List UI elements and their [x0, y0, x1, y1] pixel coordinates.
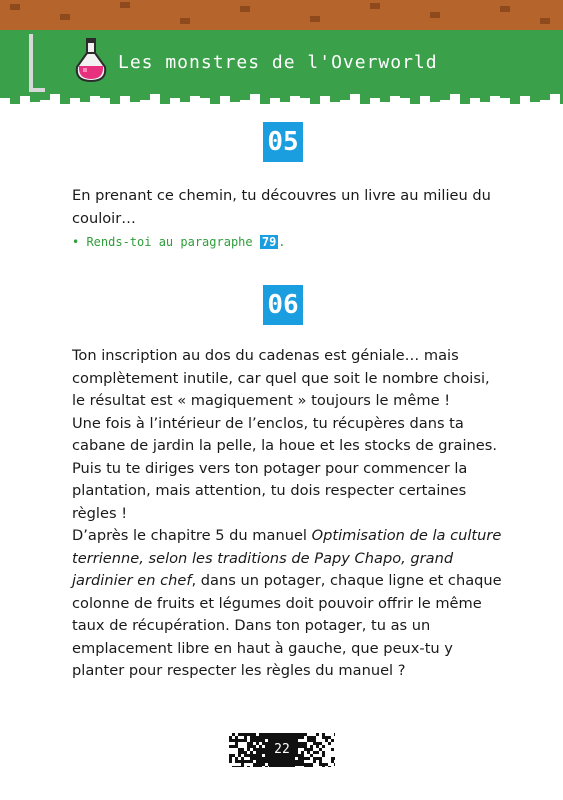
pixel-dot — [235, 757, 238, 760]
pixel-dot — [256, 751, 259, 754]
book-title: Optimisation de la culture terrienne, selon les traditions de Papy Chapo, grand jardinier en chef — [72, 527, 502, 589]
grass-pixel — [490, 92, 500, 96]
pixel-dot — [238, 733, 241, 736]
potion-icon — [74, 37, 108, 83]
pixel-dot — [316, 751, 319, 754]
grass-pixel — [380, 92, 390, 102]
pixel-dot — [307, 751, 310, 754]
grass-pixel — [80, 92, 90, 102]
pixel-dot — [304, 733, 307, 736]
pixel-dot — [328, 742, 331, 745]
grass-pixel — [450, 92, 460, 94]
pixel-dot — [259, 733, 262, 736]
pixel-dot — [229, 745, 232, 748]
grass-pixel — [370, 92, 380, 98]
pixel-dot — [301, 733, 304, 736]
grass-pixel — [520, 92, 530, 96]
pixel-dot — [256, 766, 259, 767]
pixel-dot — [328, 766, 331, 767]
grass-pixel — [210, 92, 220, 104]
pixel-dot — [232, 766, 235, 767]
pixel-dot — [229, 739, 232, 742]
pixel-dot — [253, 757, 256, 760]
pixel-dot — [247, 733, 250, 736]
paragraph-text: , dans un potager, chaque ligne et chaque colonne de fruits et légumes doit pouvoir offrir le même taux de récupération. Dans ton potager, tu as un emplacement libre en haut à gauche, que peux-tu y planter pour respecter les règles du manuel ? — [72, 572, 502, 679]
pixel-dot — [265, 736, 268, 739]
pixel-dot — [241, 766, 244, 767]
pixel-dot — [265, 745, 268, 748]
grass-pixel — [200, 92, 210, 98]
grass-pixel — [480, 92, 490, 102]
pixel-dot — [307, 748, 310, 751]
section-06-paragraph-3 — [72, 525, 502, 683]
pixel-dot — [238, 751, 241, 754]
pixel-dot — [295, 739, 298, 742]
pixel-dot — [253, 745, 256, 748]
grass-pixel — [470, 92, 480, 98]
pixel-dot — [250, 733, 253, 736]
pixel-dot — [253, 754, 256, 757]
grass-pixel — [30, 92, 40, 102]
pixel-dot — [256, 748, 259, 751]
pixel-dot — [259, 745, 262, 748]
grass-pixel — [500, 92, 510, 98]
pixel-dot — [331, 760, 334, 763]
grass-pixel — [0, 92, 10, 98]
pixel-dot — [262, 736, 265, 739]
pixel-dot — [229, 736, 232, 739]
pixel-dot — [259, 757, 262, 760]
grass-pixel — [430, 92, 440, 102]
pixel-dot — [334, 763, 335, 766]
pixel-dot — [313, 757, 316, 760]
grass-pixel — [510, 92, 520, 104]
pixel-dot — [235, 736, 238, 739]
pixel-dot — [322, 733, 325, 736]
pixel-decoration-left — [229, 733, 269, 767]
grass-pixel — [170, 92, 180, 98]
grass-pixel — [10, 92, 20, 104]
grass-pixel — [120, 92, 130, 96]
goto-suffix: . — [278, 235, 286, 249]
grass-pixel — [340, 92, 350, 100]
pixel-dot — [232, 745, 235, 748]
grass-pixel — [50, 92, 60, 94]
pixel-dot — [247, 766, 250, 767]
bookmark-icon — [29, 34, 45, 92]
section-05-paragraph: En prenant ce chemin, tu découvres un livre au milieu du couloir… — [72, 187, 491, 227]
pixel-dot — [259, 739, 262, 742]
page-number: 22 — [269, 733, 295, 767]
pixel-dot — [250, 736, 253, 739]
pixel-dot — [241, 760, 244, 763]
pixel-dot — [253, 763, 256, 766]
pixel-dot — [301, 763, 304, 766]
pixel-dot — [238, 760, 241, 763]
pixel-dot — [241, 739, 244, 742]
section-06-paragraph-1: Ton inscription au dos du cadenas est géniale… mais complètement inutile, car quel que soit le nombre choisi, le résultat est « magiquement » toujours le même ! — [72, 347, 490, 409]
grass-pixel — [250, 92, 260, 94]
pixel-dot — [298, 745, 301, 748]
pixel-dot — [265, 751, 268, 754]
pixel-dot — [253, 739, 256, 742]
pixel-dot — [298, 736, 301, 739]
pixel-dot — [256, 763, 259, 766]
pixel-dot — [250, 742, 253, 745]
pixel-dot — [334, 733, 335, 736]
pixel-dot — [235, 742, 238, 745]
pixel-dot — [322, 766, 325, 767]
grass-pixel-edge — [0, 92, 563, 106]
page-footer — [229, 733, 335, 767]
pixel-dot — [232, 754, 235, 757]
pixel-dot — [253, 766, 256, 767]
pixel-dot — [298, 763, 301, 766]
header-dirt-band — [0, 0, 563, 30]
pixel-dot — [322, 736, 325, 739]
grass-pixel — [270, 92, 280, 98]
pixel-dot — [307, 757, 310, 760]
pixel-dot — [319, 763, 322, 766]
pixel-dot — [235, 745, 238, 748]
grass-pixel — [60, 92, 70, 104]
grass-pixel — [290, 92, 300, 96]
grass-pixel — [390, 92, 400, 96]
grass-pixel — [240, 92, 250, 100]
goto-label: • Rends-toi au paragraphe — [72, 235, 260, 249]
pixel-dot — [259, 736, 262, 739]
pixel-dot — [298, 760, 301, 763]
pixel-dot — [331, 757, 334, 760]
grass-pixel — [320, 92, 330, 96]
pixel-dot — [262, 739, 265, 742]
pixel-dot — [319, 757, 322, 760]
grass-pixel — [230, 92, 240, 102]
pixel-dot — [319, 748, 322, 751]
pixel-dot — [304, 763, 307, 766]
pixel-dot — [250, 751, 253, 754]
pixel-dot — [262, 763, 265, 766]
pixel-dot — [310, 748, 313, 751]
pixel-dot — [310, 754, 313, 757]
pixel-dot — [325, 739, 328, 742]
pixel-dot — [298, 733, 301, 736]
grass-pixel — [260, 92, 270, 104]
pixel-dot — [313, 760, 316, 763]
grass-pixel — [180, 92, 190, 102]
pixel-dot — [262, 757, 265, 760]
paragraph-text: D’après le chapitre 5 du manuel — [72, 527, 312, 544]
pixel-dot — [310, 739, 313, 742]
grass-pixel — [150, 92, 160, 94]
pixel-dot — [313, 742, 316, 745]
pixel-dot — [265, 754, 268, 757]
grass-pixel — [20, 92, 30, 96]
grass-pixel — [310, 92, 320, 104]
pixel-dot — [325, 763, 328, 766]
grass-pixel — [280, 92, 290, 102]
section-05-text — [72, 185, 502, 230]
pixel-dot — [250, 745, 253, 748]
grass-pixel — [540, 92, 550, 100]
pixel-dot — [295, 742, 298, 745]
pixel-dot — [265, 748, 268, 751]
pixel-dot — [328, 736, 331, 739]
pixel-dot — [244, 754, 247, 757]
grass-pixel — [400, 92, 410, 98]
pixel-dot — [298, 754, 301, 757]
grass-pixel — [190, 92, 200, 96]
pixel-dot — [307, 739, 310, 742]
grass-pixel — [220, 92, 230, 96]
pixel-dot — [304, 748, 307, 751]
pixel-dot — [307, 763, 310, 766]
pixel-dot — [241, 757, 244, 760]
grass-pixel — [100, 92, 110, 98]
pixel-dot — [334, 757, 335, 760]
pixel-dot — [295, 736, 298, 739]
pixel-dot — [295, 760, 298, 763]
pixel-dot — [301, 757, 304, 760]
goto-instruction — [72, 235, 286, 249]
pixel-dot — [265, 766, 268, 767]
pixel-dot — [259, 766, 262, 767]
section-06-text — [72, 345, 502, 683]
pixel-dot — [256, 757, 259, 760]
pixel-dot — [298, 742, 301, 745]
pixel-dot — [313, 739, 316, 742]
pixel-dot — [244, 733, 247, 736]
pixel-dot — [256, 754, 259, 757]
grass-pixel — [420, 92, 430, 96]
grass-pixel — [350, 92, 360, 94]
pixel-dot — [256, 736, 259, 739]
pixel-dot — [301, 745, 304, 748]
pixel-dot — [265, 760, 268, 763]
pixel-dot — [316, 742, 319, 745]
pixel-dot — [241, 751, 244, 754]
page-title: Les monstres de l'Overworld — [118, 52, 438, 73]
pixel-dot — [232, 739, 235, 742]
goto-paragraph-ref[interactable]: 79 — [261, 235, 277, 249]
pixel-dot — [244, 760, 247, 763]
pixel-decoration-right — [295, 733, 335, 767]
section-06-paragraph-2: Une fois à l’intérieur de l’enclos, tu récupères dans ta cabane de jardin la pelle, la houe et les stocks de graines. Puis tu te diriges vers ton potager pour commencer la plantation, mais attention, tu dois respecter certaines règles ! — [72, 414, 497, 522]
pixel-dot — [256, 760, 259, 763]
pixel-dot — [265, 757, 268, 760]
grass-pixel — [530, 92, 540, 102]
pixel-dot — [247, 760, 250, 763]
grass-pixel — [110, 92, 120, 104]
pixel-dot — [229, 754, 232, 757]
pixel-dot — [250, 757, 253, 760]
pixel-dot — [238, 739, 241, 742]
pixel-dot — [253, 748, 256, 751]
grass-pixel — [460, 92, 470, 104]
pixel-dot — [247, 742, 250, 745]
pixel-dot — [316, 733, 319, 736]
pixel-dot — [250, 760, 253, 763]
pixel-dot — [295, 748, 298, 751]
grass-pixel — [40, 92, 50, 100]
pixel-dot — [322, 745, 325, 748]
pixel-dot — [235, 766, 238, 767]
pixel-dot — [259, 748, 262, 751]
pixel-dot — [241, 763, 244, 766]
pixel-dot — [310, 763, 313, 766]
pixel-dot — [295, 745, 298, 748]
pixel-dot — [304, 745, 307, 748]
pixel-dot — [310, 766, 313, 767]
pixel-dot — [304, 742, 307, 745]
grass-pixel — [330, 92, 340, 102]
pixel-dot — [265, 733, 268, 736]
pixel-dot — [322, 751, 325, 754]
grass-pixel — [440, 92, 450, 100]
pixel-dot — [262, 751, 265, 754]
pixel-dot — [295, 751, 298, 754]
pixel-dot — [298, 757, 301, 760]
pixel-dot — [331, 739, 334, 742]
grass-pixel — [70, 92, 80, 98]
pixel-dot — [262, 748, 265, 751]
pixel-dot — [262, 742, 265, 745]
pixel-dot — [262, 760, 265, 763]
pixel-dot — [310, 745, 313, 748]
pixel-dot — [313, 736, 316, 739]
pixel-dot — [313, 751, 316, 754]
grass-pixel — [160, 92, 170, 104]
grass-pixel — [90, 92, 100, 96]
pixel-dot — [322, 763, 325, 766]
grass-pixel — [550, 92, 560, 94]
grass-pixel — [140, 92, 150, 100]
pixel-dot — [253, 733, 256, 736]
pixel-dot — [247, 745, 250, 748]
pixel-dot — [301, 751, 304, 754]
pixel-dot — [238, 766, 241, 767]
pixel-dot — [244, 739, 247, 742]
pixel-dot — [304, 757, 307, 760]
pixel-dot — [265, 742, 268, 745]
pixel-dot — [247, 748, 250, 751]
pixel-dot — [301, 736, 304, 739]
paragraph-number-06: 06 — [263, 285, 303, 325]
pixel-dot — [232, 733, 235, 736]
pixel-dot — [235, 760, 238, 763]
pixel-dot — [241, 733, 244, 736]
pixel-dot — [319, 742, 322, 745]
pixel-dot — [295, 763, 298, 766]
pixel-dot — [256, 739, 259, 742]
pixel-dot — [307, 766, 310, 767]
pixel-dot — [256, 742, 259, 745]
grass-pixel — [130, 92, 140, 102]
pixel-dot — [316, 745, 319, 748]
pixel-dot — [295, 733, 298, 736]
pixel-dot — [250, 739, 253, 742]
pixel-dot — [301, 754, 304, 757]
pixel-dot — [253, 736, 256, 739]
pixel-dot — [322, 754, 325, 757]
pixel-dot — [307, 736, 310, 739]
pixel-dot — [241, 748, 244, 751]
paragraph-number-05: 05 — [263, 122, 303, 162]
pixel-dot — [331, 748, 334, 751]
grass-pixel — [410, 92, 420, 104]
pixel-dot — [295, 754, 298, 757]
pixel-dot — [301, 760, 304, 763]
grass-pixel — [360, 92, 370, 104]
pixel-dot — [244, 751, 247, 754]
pixel-dot — [310, 736, 313, 739]
pixel-dot — [304, 766, 307, 767]
pixel-dot — [247, 754, 250, 757]
pixel-dot — [259, 763, 262, 766]
pixel-dot — [235, 739, 238, 742]
pixel-dot — [259, 760, 262, 763]
pixel-dot — [229, 760, 232, 763]
pixel-dot — [259, 751, 262, 754]
pixel-dot — [325, 736, 328, 739]
pixel-dot — [238, 748, 241, 751]
grass-pixel — [300, 92, 310, 98]
pixel-dot — [301, 742, 304, 745]
pixel-dot — [250, 754, 253, 757]
pixel-dot — [319, 760, 322, 763]
pixel-dot — [262, 733, 265, 736]
pixel-dot — [229, 757, 232, 760]
pixel-dot — [316, 757, 319, 760]
pixel-dot — [244, 736, 247, 739]
pixel-dot — [259, 754, 262, 757]
pixel-dot — [238, 754, 241, 757]
